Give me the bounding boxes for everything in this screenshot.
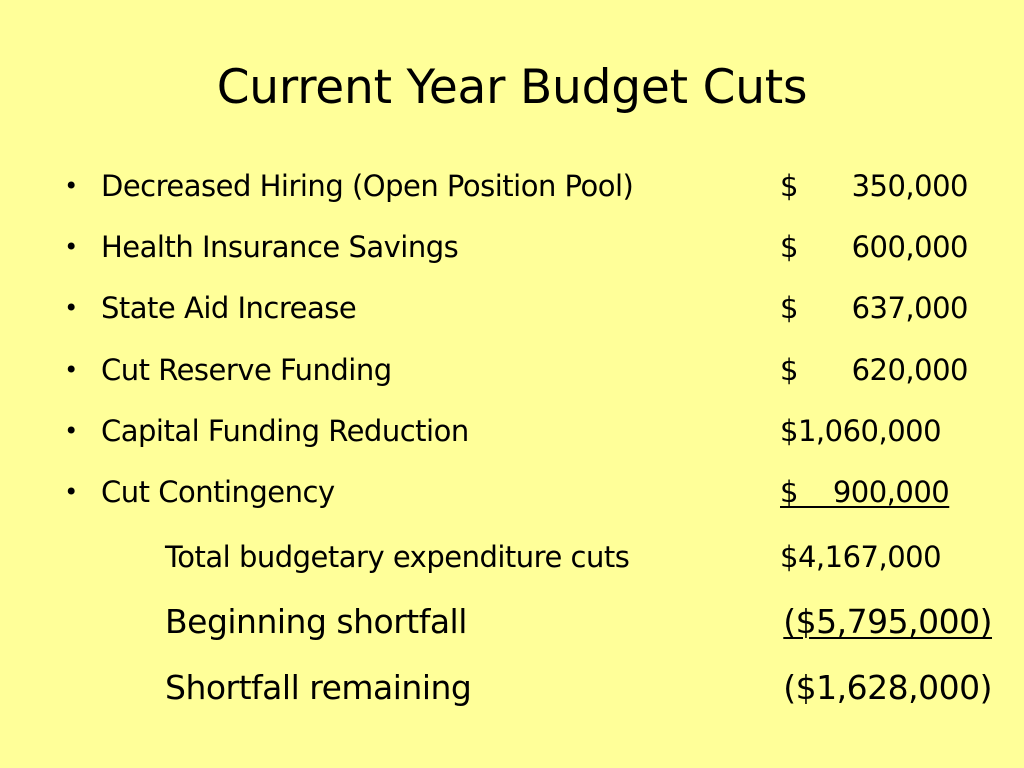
item-amount: 350,000 xyxy=(851,169,968,203)
bullet-icon: • xyxy=(64,172,78,200)
total-amount: $4,167,000 xyxy=(780,540,942,574)
currency-symbol: $ xyxy=(780,169,798,203)
slide-title: Current Year Budget Cuts xyxy=(216,60,808,115)
currency-symbol: $ xyxy=(780,291,798,325)
list-item xyxy=(0,227,1024,267)
bullet-icon: • xyxy=(64,478,78,506)
beginning-shortfall-row xyxy=(0,600,1024,644)
bullet-icon: • xyxy=(64,233,78,261)
item-amount: 600,000 xyxy=(851,230,968,264)
item-amount: 620,000 xyxy=(851,353,968,387)
currency-symbol: $ xyxy=(780,230,798,264)
item-label: Health Insurance Savings xyxy=(101,230,459,264)
item-amount: 637,000 xyxy=(851,291,968,325)
bullet-icon: • xyxy=(64,356,78,384)
list-item xyxy=(0,350,1024,390)
bullet-icon: • xyxy=(64,417,78,445)
list-item xyxy=(0,166,1024,206)
shortfall-remaining-label: Shortfall remaining xyxy=(165,668,472,707)
list-item xyxy=(0,411,1024,451)
currency-symbol: $ xyxy=(780,353,798,387)
shortfall-remaining-row xyxy=(0,666,1024,710)
item-label: Decreased Hiring (Open Position Pool) xyxy=(101,169,634,203)
item-label: State Aid Increase xyxy=(101,291,357,325)
beginning-shortfall-amount: ($5,795,000) xyxy=(783,602,992,641)
total-row xyxy=(0,535,1024,579)
shortfall-remaining-amount: ($1,628,000) xyxy=(783,668,992,707)
item-label: Cut Reserve Funding xyxy=(101,353,392,387)
item-amount: $ 900,000 xyxy=(780,475,950,509)
item-label: Cut Contingency xyxy=(101,475,335,509)
beginning-shortfall-label: Beginning shortfall xyxy=(165,602,467,641)
item-amount: $1,060,000 xyxy=(780,414,942,448)
item-label: Capital Funding Reduction xyxy=(101,414,469,448)
list-item xyxy=(0,472,1024,512)
total-label: Total budgetary expenditure cuts xyxy=(165,540,630,574)
bullet-icon: • xyxy=(64,294,78,322)
list-item xyxy=(0,288,1024,328)
